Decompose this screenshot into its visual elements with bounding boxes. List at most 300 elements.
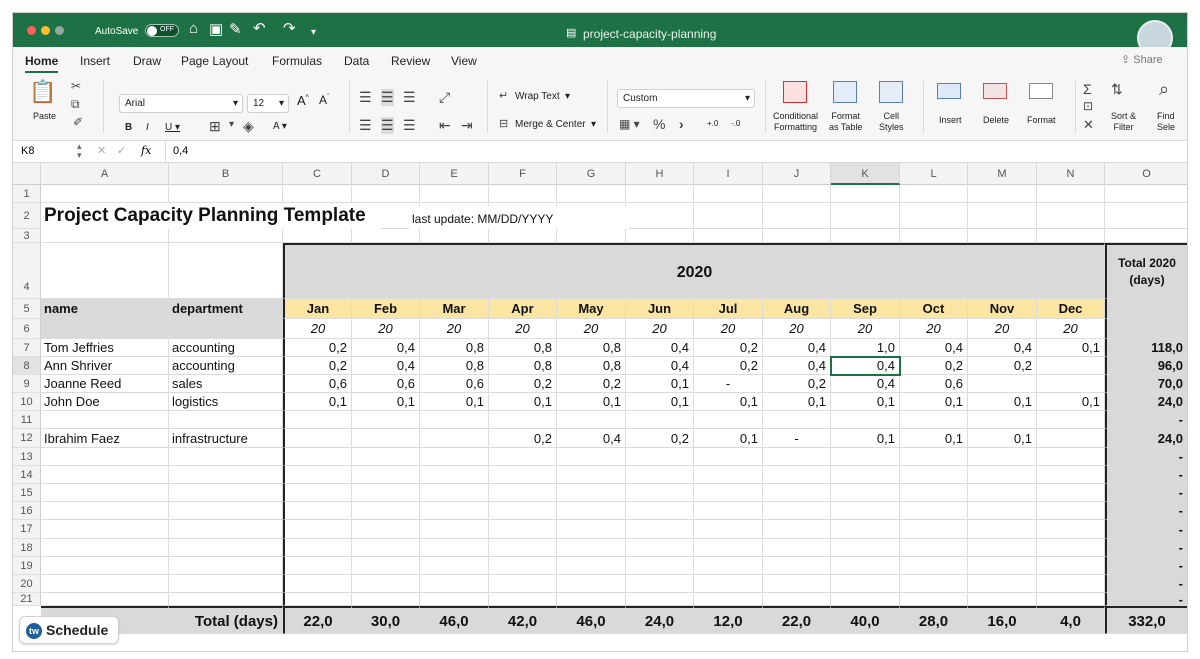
cell[interactable] <box>900 502 968 520</box>
cell[interactable] <box>169 484 283 502</box>
person-total[interactable]: - <box>1105 502 1188 520</box>
tab-draw[interactable]: Draw <box>133 54 162 68</box>
column-header[interactable]: G <box>557 163 626 185</box>
allocation-cell[interactable] <box>1037 411 1105 429</box>
person-total[interactable]: - <box>1105 484 1188 502</box>
allocation-cell[interactable]: - <box>763 429 831 448</box>
cell[interactable] <box>626 502 694 520</box>
cell[interactable] <box>41 520 169 539</box>
working-days-cell[interactable]: 20 <box>420 319 489 339</box>
cell[interactable] <box>763 575 831 593</box>
cell[interactable] <box>831 203 900 229</box>
cell[interactable] <box>1105 319 1188 339</box>
zoom-window-icon[interactable] <box>55 26 64 35</box>
allocation-cell[interactable]: 0,1 <box>968 393 1037 411</box>
person-total[interactable]: - <box>1105 448 1188 466</box>
close-window-icon[interactable] <box>27 26 36 35</box>
allocation-cell[interactable]: 0,8 <box>557 357 626 375</box>
totals-label[interactable]: Total (days) <box>169 606 283 634</box>
cell[interactable] <box>420 448 489 466</box>
cell[interactable] <box>557 484 626 502</box>
person-name[interactable]: John Doe <box>41 393 169 411</box>
allocation-cell[interactable]: 0,4 <box>831 375 900 393</box>
autosum-icon[interactable]: Σ <box>1083 81 1092 97</box>
cell[interactable] <box>420 466 489 484</box>
cell[interactable] <box>283 502 352 520</box>
cell[interactable] <box>900 466 968 484</box>
cell[interactable] <box>694 539 763 557</box>
person-total[interactable]: 70,0 <box>1105 375 1188 393</box>
cell[interactable] <box>420 575 489 593</box>
cell[interactable] <box>420 229 489 243</box>
cell[interactable] <box>831 593 900 606</box>
cell[interactable] <box>489 229 557 243</box>
cell[interactable] <box>283 448 352 466</box>
cell[interactable] <box>1037 520 1105 539</box>
allocation-cell[interactable]: 0,1 <box>626 375 694 393</box>
allocation-cell[interactable]: 0,4 <box>626 357 694 375</box>
month-header[interactable]: Aug <box>763 299 831 319</box>
cell[interactable] <box>968 502 1037 520</box>
allocation-cell[interactable]: 0,1 <box>420 393 489 411</box>
cell[interactable] <box>557 539 626 557</box>
cell[interactable] <box>557 575 626 593</box>
cell[interactable] <box>626 203 694 229</box>
cell[interactable] <box>626 520 694 539</box>
working-days-cell[interactable]: 20 <box>694 319 763 339</box>
cell[interactable] <box>557 520 626 539</box>
allocation-cell[interactable]: 0,2 <box>283 357 352 375</box>
column-header[interactable]: C <box>283 163 352 185</box>
font-color-icon[interactable]: A ▾ <box>273 121 287 132</box>
cell[interactable] <box>1037 185 1105 203</box>
person-total[interactable]: - <box>1105 466 1188 484</box>
cancel-icon[interactable]: ✕ <box>97 145 107 157</box>
cell[interactable] <box>626 185 694 203</box>
percent-icon[interactable]: % <box>653 116 666 132</box>
allocation-cell[interactable] <box>968 375 1037 393</box>
cell[interactable] <box>1037 539 1105 557</box>
cell[interactable] <box>352 466 420 484</box>
cell[interactable] <box>169 502 283 520</box>
cell[interactable] <box>1105 203 1188 229</box>
person-total[interactable]: 24,0 <box>1105 393 1188 411</box>
allocation-cell[interactable] <box>900 411 968 429</box>
cell[interactable] <box>694 229 763 243</box>
cell[interactable] <box>352 185 420 203</box>
save-icon[interactable]: ▣ <box>209 21 224 38</box>
cell[interactable] <box>626 448 694 466</box>
tab-insert[interactable]: Insert <box>80 54 111 68</box>
allocation-cell[interactable]: 0,2 <box>489 375 557 393</box>
row-header[interactable]: 19 <box>13 557 41 575</box>
cell[interactable] <box>557 448 626 466</box>
person-total[interactable]: - <box>1105 593 1188 606</box>
cell[interactable] <box>831 575 900 593</box>
cell[interactable] <box>420 185 489 203</box>
month-total[interactable]: 22,0 <box>763 606 831 634</box>
allocation-cell[interactable]: 0,6 <box>283 375 352 393</box>
name-box[interactable]: K8 <box>21 145 35 157</box>
cell[interactable] <box>41 243 169 299</box>
cell[interactable] <box>352 593 420 606</box>
allocation-cell[interactable]: 0,1 <box>694 393 763 411</box>
cell[interactable] <box>169 466 283 484</box>
month-header[interactable]: Dec <box>1037 299 1105 319</box>
working-days-cell[interactable]: 20 <box>557 319 626 339</box>
format-button[interactable]: Format <box>1027 115 1056 125</box>
allocation-cell[interactable]: - <box>694 375 763 393</box>
allocation-cell[interactable] <box>626 411 694 429</box>
cell[interactable] <box>41 593 169 606</box>
cell[interactable] <box>900 185 968 203</box>
allocation-cell[interactable]: 0,1 <box>763 393 831 411</box>
cell[interactable] <box>694 448 763 466</box>
person-total[interactable]: 24,0 <box>1105 429 1188 448</box>
cell-styles-icon[interactable] <box>879 81 903 103</box>
allocation-cell[interactable]: 0,4 <box>352 339 420 357</box>
month-header[interactable]: Oct <box>900 299 968 319</box>
cell[interactable] <box>169 575 283 593</box>
cell[interactable] <box>41 539 169 557</box>
allocation-cell[interactable]: 0,8 <box>489 357 557 375</box>
cell[interactable] <box>557 185 626 203</box>
cell[interactable] <box>900 448 968 466</box>
orientation-icon[interactable]: ⤢ <box>439 89 451 105</box>
person-department[interactable]: accounting <box>169 339 283 357</box>
function-icon[interactable]: fx <box>141 144 152 157</box>
cell[interactable] <box>831 539 900 557</box>
cell[interactable] <box>169 229 283 243</box>
month-header[interactable]: Sep <box>831 299 900 319</box>
row-header[interactable]: 1 <box>13 185 41 203</box>
person-total[interactable]: - <box>1105 539 1188 557</box>
cell[interactable] <box>1037 448 1105 466</box>
cell[interactable] <box>352 557 420 575</box>
cell[interactable] <box>41 319 169 339</box>
month-total[interactable]: 42,0 <box>489 606 557 634</box>
allocation-cell[interactable]: 0,4 <box>557 429 626 448</box>
month-header[interactable]: May <box>557 299 626 319</box>
allocation-cell[interactable] <box>283 429 352 448</box>
cell[interactable] <box>900 203 968 229</box>
person-total[interactable]: 118,0 <box>1105 339 1188 357</box>
cell[interactable] <box>283 539 352 557</box>
allocation-cell[interactable]: 0,2 <box>763 375 831 393</box>
person-name[interactable]: Tom Jeffries <box>41 339 169 357</box>
cell[interactable] <box>557 229 626 243</box>
cell[interactable] <box>41 448 169 466</box>
allocation-cell[interactable] <box>694 411 763 429</box>
cell[interactable] <box>557 593 626 606</box>
cell[interactable] <box>41 557 169 575</box>
cell[interactable] <box>557 466 626 484</box>
cell[interactable] <box>283 466 352 484</box>
wrap-text-button[interactable]: Wrap Text <box>515 91 560 102</box>
row-header[interactable]: 3 <box>13 229 41 243</box>
allocation-cell[interactable]: 0,1 <box>1037 393 1105 411</box>
cell[interactable] <box>489 185 557 203</box>
cell[interactable] <box>420 484 489 502</box>
allocation-cell[interactable]: 0,8 <box>420 339 489 357</box>
edit-icon[interactable]: ✎ <box>229 21 242 38</box>
allocation-cell[interactable]: 0,4 <box>763 357 831 375</box>
cell[interactable] <box>831 448 900 466</box>
increase-font-size-icon[interactable]: A^ <box>297 93 309 108</box>
month-header[interactable]: Feb <box>352 299 420 319</box>
allocation-cell[interactable]: 0,6 <box>352 375 420 393</box>
allocation-cell[interactable] <box>352 429 420 448</box>
allocation-cell[interactable]: 0,2 <box>557 375 626 393</box>
number-format-select[interactable] <box>617 89 755 108</box>
cell[interactable] <box>900 484 968 502</box>
allocation-cell[interactable]: 0,1 <box>900 393 968 411</box>
cell[interactable] <box>169 185 283 203</box>
cell[interactable] <box>763 185 831 203</box>
align-right-icon[interactable]: ☰ <box>403 117 416 133</box>
cell[interactable] <box>900 539 968 557</box>
allocation-cell[interactable]: 0,1 <box>1037 339 1105 357</box>
copy-icon[interactable]: ⧉ <box>71 97 80 111</box>
cell[interactable] <box>763 448 831 466</box>
decrease-decimal-icon[interactable]: -.0 <box>731 119 741 128</box>
cell[interactable] <box>352 502 420 520</box>
cell[interactable] <box>1037 203 1105 229</box>
cell[interactable] <box>694 203 763 229</box>
person-name[interactable]: Joanne Reed <box>41 375 169 393</box>
cell[interactable] <box>489 593 557 606</box>
allocation-cell[interactable] <box>557 411 626 429</box>
column-header[interactable]: N <box>1037 163 1105 185</box>
cell[interactable] <box>557 557 626 575</box>
cell[interactable] <box>169 539 283 557</box>
month-header[interactable]: Apr <box>489 299 557 319</box>
row-header[interactable]: 7 <box>13 339 41 357</box>
column-header[interactable]: J <box>763 163 831 185</box>
cell[interactable] <box>900 557 968 575</box>
delete-icon[interactable] <box>983 83 1007 99</box>
allocation-cell[interactable]: 0,2 <box>694 357 763 375</box>
cell[interactable] <box>763 466 831 484</box>
format-as-table-button[interactable]: Format as Table <box>829 111 863 132</box>
allocation-cell[interactable] <box>831 411 900 429</box>
increase-decimal-icon[interactable]: +.0 <box>707 119 719 128</box>
working-days-cell[interactable]: 20 <box>626 319 694 339</box>
cell[interactable] <box>968 557 1037 575</box>
person-department[interactable]: sales <box>169 375 283 393</box>
clear-icon[interactable]: ✕ <box>1083 117 1094 132</box>
cell[interactable] <box>694 593 763 606</box>
working-days-cell[interactable]: 20 <box>283 319 352 339</box>
cell[interactable] <box>763 502 831 520</box>
format-painter-icon[interactable]: ✐ <box>73 115 84 129</box>
cell[interactable] <box>41 484 169 502</box>
row-header[interactable]: 13 <box>13 448 41 466</box>
allocation-cell[interactable]: 0,4 <box>352 357 420 375</box>
month-total[interactable]: 40,0 <box>831 606 900 634</box>
cell[interactable] <box>968 229 1037 243</box>
insert-button[interactable]: Insert <box>939 115 962 125</box>
fill-color-icon[interactable]: ◈ <box>243 118 254 134</box>
column-header[interactable]: I <box>694 163 763 185</box>
cell[interactable] <box>283 575 352 593</box>
cell[interactable] <box>489 520 557 539</box>
month-total[interactable]: 12,0 <box>694 606 763 634</box>
allocation-cell[interactable]: 0,2 <box>694 339 763 357</box>
cell[interactable] <box>41 502 169 520</box>
month-header[interactable]: Jan <box>283 299 352 319</box>
cell[interactable] <box>489 539 557 557</box>
row-header[interactable]: 17 <box>13 520 41 539</box>
bold-icon[interactable]: B <box>125 122 133 133</box>
allocation-cell[interactable] <box>352 411 420 429</box>
allocation-cell[interactable] <box>1037 375 1105 393</box>
cell[interactable] <box>831 185 900 203</box>
person-name[interactable]: Ann Shriver <box>41 357 169 375</box>
cell[interactable] <box>1105 185 1188 203</box>
cell[interactable] <box>831 229 900 243</box>
row-header[interactable]: 21 <box>13 593 41 606</box>
column-header[interactable]: M <box>968 163 1037 185</box>
cell[interactable] <box>831 466 900 484</box>
cell[interactable] <box>41 575 169 593</box>
insert-icon[interactable] <box>937 83 961 99</box>
find-select-button[interactable]: Find Sele <box>1157 111 1176 132</box>
row-header[interactable]: 10 <box>13 393 41 411</box>
cell[interactable] <box>41 185 169 203</box>
cell[interactable] <box>763 229 831 243</box>
share-button[interactable] <box>1121 53 1163 66</box>
paste-button[interactable]: Paste <box>33 111 57 121</box>
allocation-cell[interactable] <box>420 411 489 429</box>
chevron-down-icon[interactable]: ▾ <box>591 119 597 130</box>
allocation-cell[interactable]: 0,1 <box>557 393 626 411</box>
tab-view[interactable]: View <box>451 54 477 68</box>
cell[interactable] <box>968 539 1037 557</box>
cell[interactable] <box>169 557 283 575</box>
month-header[interactable]: Mar <box>420 299 489 319</box>
cell[interactable] <box>900 229 968 243</box>
align-left-icon[interactable]: ☰ <box>359 117 372 133</box>
cell[interactable] <box>352 575 420 593</box>
person-department[interactable]: infrastructure <box>169 429 283 448</box>
cell[interactable] <box>1037 484 1105 502</box>
cell[interactable] <box>763 520 831 539</box>
month-total[interactable]: 4,0 <box>1037 606 1105 634</box>
cell[interactable] <box>169 593 283 606</box>
minimize-window-icon[interactable] <box>41 26 50 35</box>
merge-center-button[interactable]: Merge & Center <box>515 119 586 130</box>
working-days-cell[interactable]: 20 <box>900 319 968 339</box>
row-header[interactable]: 11 <box>13 411 41 429</box>
cell[interactable] <box>1037 466 1105 484</box>
align-top-icon[interactable]: ☰ <box>359 89 372 105</box>
customize-toolbar-icon[interactable]: ▾ <box>311 27 317 38</box>
cell[interactable] <box>626 593 694 606</box>
delete-button[interactable]: Delete <box>983 115 1010 125</box>
sheet-title[interactable]: Project Capacity Planning Template <box>41 203 381 229</box>
cell[interactable] <box>283 185 352 203</box>
row-header[interactable]: 6 <box>13 319 41 339</box>
cell[interactable] <box>420 593 489 606</box>
cell[interactable] <box>763 203 831 229</box>
cell[interactable] <box>900 520 968 539</box>
month-header[interactable]: Jul <box>694 299 763 319</box>
allocation-cell[interactable]: 0,2 <box>900 357 968 375</box>
allocation-cell[interactable] <box>968 411 1037 429</box>
cell[interactable] <box>489 557 557 575</box>
month-total[interactable]: 24,0 <box>626 606 694 634</box>
column-header[interactable]: H <box>626 163 694 185</box>
column-header[interactable]: A <box>41 163 169 185</box>
allocation-cell[interactable]: 0,1 <box>968 429 1037 448</box>
cell[interactable] <box>1037 593 1105 606</box>
cell[interactable] <box>831 502 900 520</box>
italic-icon[interactable]: I <box>146 122 149 133</box>
month-total[interactable]: 28,0 <box>900 606 968 634</box>
cell[interactable] <box>420 539 489 557</box>
decrease-indent-icon[interactable]: ⇤ <box>439 117 451 133</box>
cell[interactable] <box>763 484 831 502</box>
department-header[interactable]: department <box>169 299 283 319</box>
cell[interactable] <box>41 229 169 243</box>
allocation-cell[interactable]: 0,2 <box>489 429 557 448</box>
cell[interactable] <box>352 229 420 243</box>
allocation-cell[interactable]: 0,1 <box>489 393 557 411</box>
cell[interactable] <box>968 185 1037 203</box>
align-center-icon[interactable]: ☰ <box>381 117 394 133</box>
cell[interactable] <box>831 484 900 502</box>
cell[interactable] <box>968 448 1037 466</box>
comma-style-icon[interactable]: › <box>679 116 684 132</box>
cell[interactable] <box>831 557 900 575</box>
redo-icon[interactable]: ↷ <box>283 20 296 37</box>
person-name[interactable]: Ibrahim Faez <box>41 429 169 448</box>
month-total[interactable]: 46,0 <box>557 606 626 634</box>
cell[interactable] <box>283 520 352 539</box>
cell[interactable] <box>900 593 968 606</box>
allocation-cell[interactable] <box>489 411 557 429</box>
cell[interactable] <box>169 520 283 539</box>
allocation-cell[interactable]: 1,0 <box>831 339 900 357</box>
tab-home[interactable]: Home <box>25 54 58 73</box>
grand-total[interactable]: 332,0 <box>1105 606 1188 634</box>
cell[interactable] <box>626 575 694 593</box>
font-name-select[interactable] <box>119 94 243 113</box>
accounting-format-icon[interactable]: ▦ ▾ <box>619 117 640 131</box>
allocation-cell[interactable]: 0,4 <box>763 339 831 357</box>
column-header[interactable]: K <box>831 163 900 185</box>
cell[interactable] <box>489 484 557 502</box>
working-days-cell[interactable]: 20 <box>968 319 1037 339</box>
cell[interactable] <box>1037 557 1105 575</box>
cell[interactable] <box>694 466 763 484</box>
chevron-down-icon[interactable]: ▾ <box>229 119 235 130</box>
cell[interactable] <box>420 557 489 575</box>
cell[interactable] <box>1037 502 1105 520</box>
cell[interactable] <box>1105 229 1188 243</box>
allocation-cell[interactable]: 0,6 <box>420 375 489 393</box>
person-department[interactable]: logistics <box>169 393 283 411</box>
cell[interactable] <box>763 593 831 606</box>
allocation-cell[interactable]: 0,8 <box>489 339 557 357</box>
fill-icon[interactable]: ⊡ <box>1083 99 1094 113</box>
cell[interactable] <box>169 448 283 466</box>
row-header[interactable]: 16 <box>13 502 41 520</box>
sort-filter-icon[interactable]: ⇅ <box>1111 81 1123 97</box>
cell[interactable] <box>352 520 420 539</box>
cell[interactable] <box>694 557 763 575</box>
